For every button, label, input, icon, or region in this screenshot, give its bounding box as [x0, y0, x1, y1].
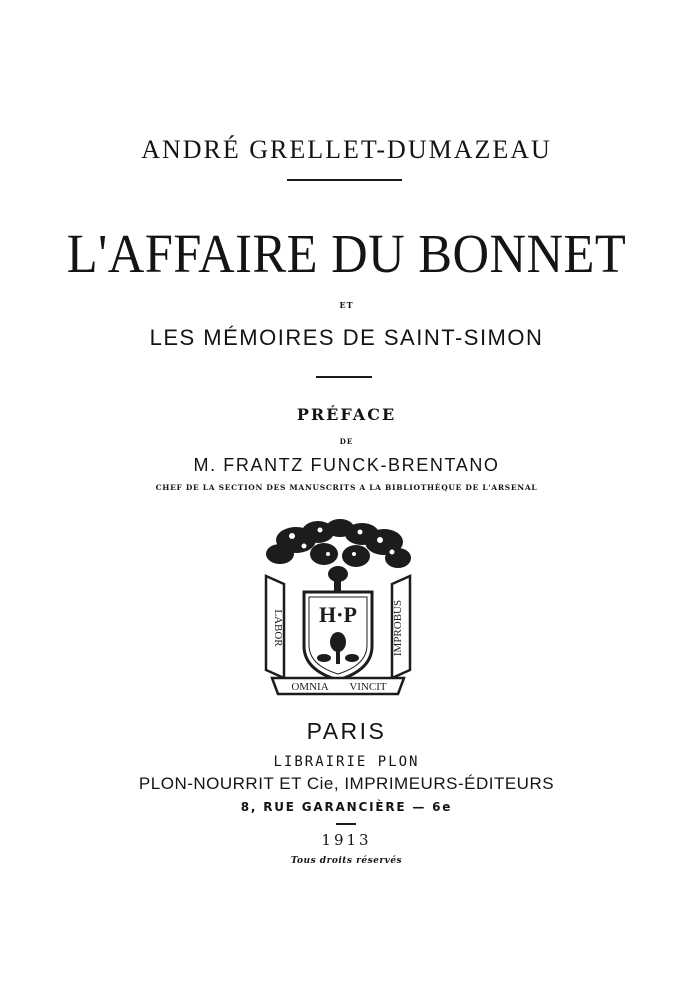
- imprint-rule: [336, 823, 356, 825]
- motto-left: LABOR: [272, 609, 284, 647]
- author-rule: [287, 179, 402, 181]
- preface-label: PRÉFACE: [296, 405, 397, 424]
- imprint-rights: Tous droits réservés: [290, 856, 403, 866]
- title-conjunction: ET: [339, 300, 354, 310]
- mark-monogram: H·P: [319, 602, 357, 627]
- prefacer-position: CHEF DE LA SECTION DES MANUSCRITS A LA BIBLIOTHÈQUE DE L'ARSENAL: [155, 483, 538, 492]
- prefacer-name: M. FRANTZ FUNCK-BRENTANO: [193, 455, 500, 475]
- motto-right: IMPROBUS: [392, 599, 404, 657]
- motto-bottom-left: OMNIA: [291, 681, 329, 693]
- book-title: L'AFFAIRE DU BONNET: [66, 223, 627, 284]
- printer-device-icon: [258, 518, 418, 698]
- imprint-firm: PLON-NOURRIT ET Cie, IMPRIMEURS-ÉDITEURS: [138, 774, 555, 793]
- imprint-year: 1913: [321, 831, 372, 849]
- preface-by: DE: [339, 437, 354, 446]
- book-subtitle: LES MÉMOIRES DE SAINT-SIMON: [149, 325, 544, 350]
- imprint-address: 8, RUE GARANCIÈRE — 6e: [240, 800, 453, 814]
- imprint-publisher: LIBRAIRIE PLON: [273, 754, 420, 770]
- motto-bottom-right: VINCIT: [349, 681, 387, 693]
- author-name: ANDRÉ GRELLET-DUMAZEAU: [141, 135, 552, 164]
- subtitle-rule: [316, 376, 372, 378]
- imprint-city: PARIS: [306, 718, 387, 744]
